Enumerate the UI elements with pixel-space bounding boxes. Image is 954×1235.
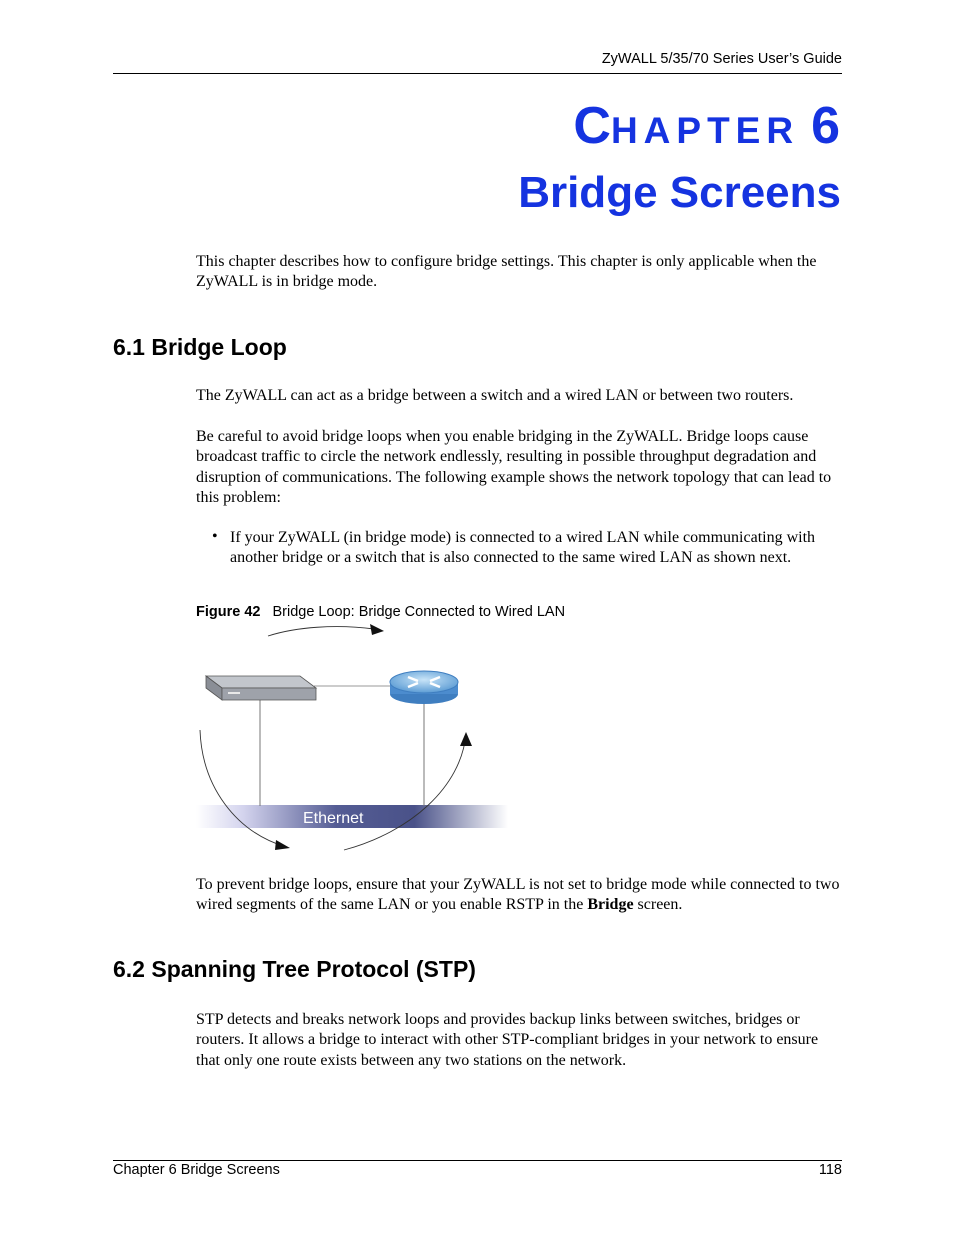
chapter-label-rest: HAPTER (610, 110, 800, 151)
figure-caption-text: Bridge Loop: Bridge Connected to Wired LAN (272, 604, 566, 620)
section1-paragraph-2: Be careful to avoid bridge loops when you enable bridging in the ZyWALL. Bridge loops cause broadcast traffic to circle the network endlessly, resulting in possible throughput degradation and disruption of communications. The following example shows the network topology that can lead to this problem: (196, 428, 832, 507)
chapter-number: 6 (811, 97, 840, 155)
footer-rule (113, 1160, 842, 1161)
figure-caption (196, 604, 565, 620)
section1-paragraph-3 (196, 875, 844, 916)
chapter-title: Bridge Screens (518, 168, 841, 217)
para3-text-before: To prevent bridge loops, ensure that your ZyWALL is not set to bridge mode while connected to two wired segments of the same LAN or you enable RSTP in the (196, 876, 840, 914)
chapter-label (573, 97, 840, 155)
chapter-label-first: C (573, 97, 611, 155)
ethernet-label: Ethernet (303, 810, 364, 827)
router-icon (390, 671, 458, 704)
bridge-loop-figure (196, 622, 508, 854)
page-number: 118 (818, 1162, 842, 1178)
intro-paragraph: This chapter describes how to configure bridge settings. This chapter is only applicable when the ZyWALL is in bridge mode. (196, 253, 817, 291)
running-header: ZyWALL 5/35/70 Series User’s Guide (601, 51, 842, 67)
section1-bullet: If your ZyWALL (in bridge mode) is connected to a wired LAN while communicating with another bridge or a switch that is also connected to the same wired LAN as shown next. (230, 529, 816, 567)
header-rule (113, 73, 842, 74)
footer-chapter: Chapter 6 Bridge Screens (113, 1162, 280, 1178)
section1-paragraph-1: The ZyWALL can act as a bridge between a switch and a wired LAN or between two routers. (196, 387, 794, 404)
figure-label: Figure 42 (196, 604, 261, 620)
section2-paragraph-1: STP detects and breaks network loops and provides backup links between switches, bridges or routers. It allows a bridge to interact with other STP-compliant bridges in your network to ensure that only one route exists between any two stations on the network. (196, 1011, 819, 1069)
para3-bold-bridge: Bridge (587, 896, 634, 914)
bullet-marker: • (212, 528, 218, 545)
section-heading-stp: 6.2 Spanning Tree Protocol (STP) (113, 956, 476, 982)
section-heading-bridge-loop: 6.1 Bridge Loop (113, 334, 287, 360)
switch-icon (206, 676, 316, 700)
para3-text-after: screen. (633, 896, 683, 914)
